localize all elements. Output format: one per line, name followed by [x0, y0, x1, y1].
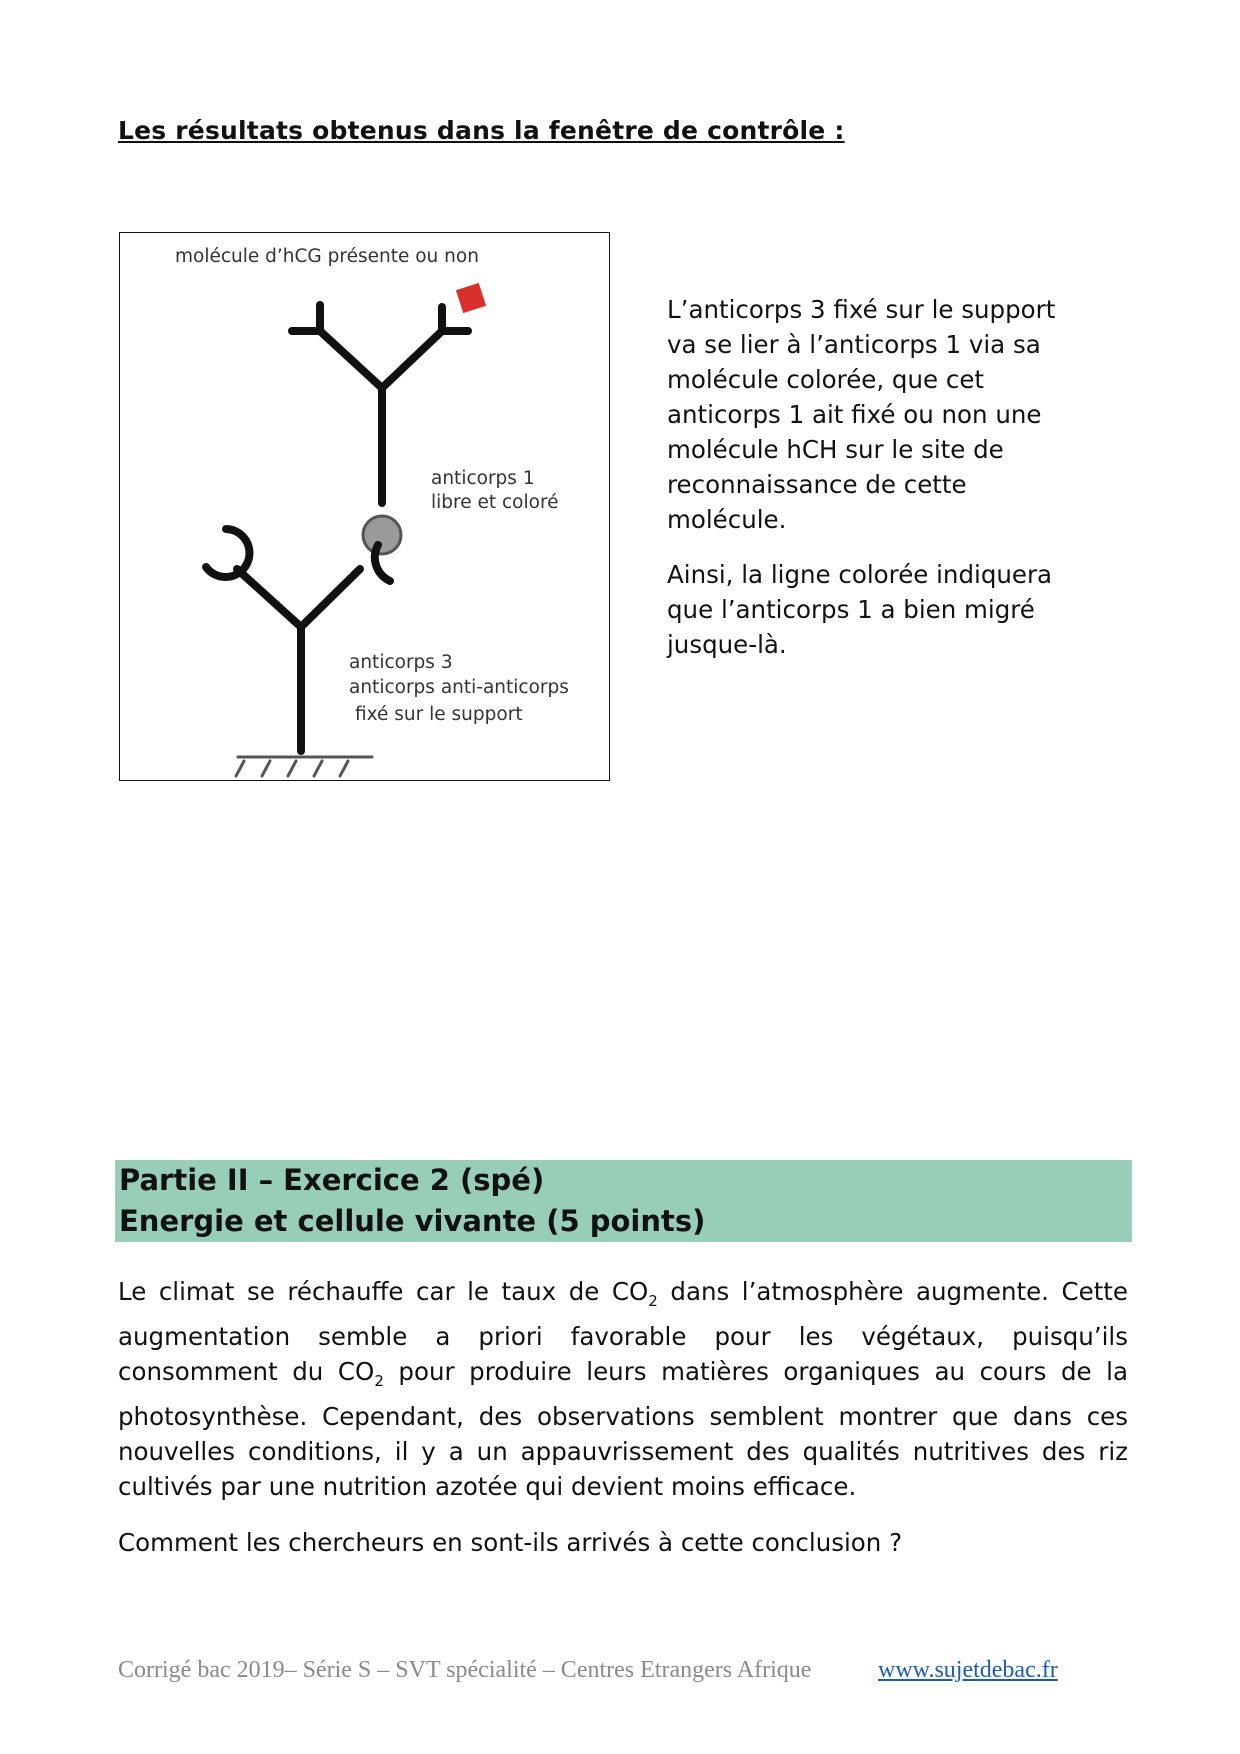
footer-source: Corrigé bac 2019– Série S – SVT spécialité – Centres Etrangers Afrique — [118, 1657, 812, 1683]
page-heading: Les résultats obtenus dans la fenêtre de contrôle : — [118, 116, 845, 145]
colored-molecule — [363, 516, 401, 554]
support — [236, 757, 372, 776]
label-hcg-molecule: molécule d’hCG présente ou non — [175, 246, 479, 267]
footer-website-link[interactable]: www.sujetdebac.fr — [878, 1657, 1058, 1683]
hcg-molecule — [456, 283, 486, 313]
figure-explanation — [667, 292, 1067, 682]
section-title-line2: Energie et cellule vivante (5 points) — [119, 1204, 706, 1238]
statement-question: Comment les chercheurs en sont-ils arrivés à cette conclusion ? — [118, 1527, 903, 1557]
exercise-statement — [118, 1274, 1128, 1581]
label-antibody-3-line2: anticorps anti-anticorps — [349, 677, 569, 698]
section-header — [115, 1160, 1132, 1242]
explanation-paragraph-2: Ainsi, la ligne colorée indiquera que l’anticorps 1 a bien migré jusque-là. — [667, 560, 1053, 659]
explanation-paragraph-1: L’anticorps 3 fixé sur le support va se lier à l’anticorps 1 via sa molécule colorée, que cet anticorps 1 ait fixé ou non une molécule hCH sur le site de reconnaissance de cette molécule. — [667, 295, 1056, 534]
label-antibody-3-line1: anticorps 3 — [349, 652, 453, 673]
label-antibody-3-line3: fixé sur le support — [355, 704, 523, 725]
label-antibody-1-line2: libre et coloré — [431, 492, 559, 513]
antibody-diagram — [119, 232, 610, 781]
statement-paragraph: Le climat se réchauffe car le taux de $CO_2$ dans l’atmosphère augmente. Cette augmentation semble a priori favorable pour les végétaux, puisqu’ils consomment du $CO_2$ pour produire leurs matières organiques au cours de la photosynthèse. Cependant, des observations semblent montrer que dans ces nouvelles conditions, il y a un appauvrissement des qualités nutritives des riz cultivés par une nutrition azotée qui devient moins efficace. — [118, 1277, 1128, 1501]
label-antibody-1-line1: anticorps 1 — [431, 468, 535, 489]
section-title-line1: Partie II – Exercice 2 (spé) — [119, 1163, 545, 1197]
